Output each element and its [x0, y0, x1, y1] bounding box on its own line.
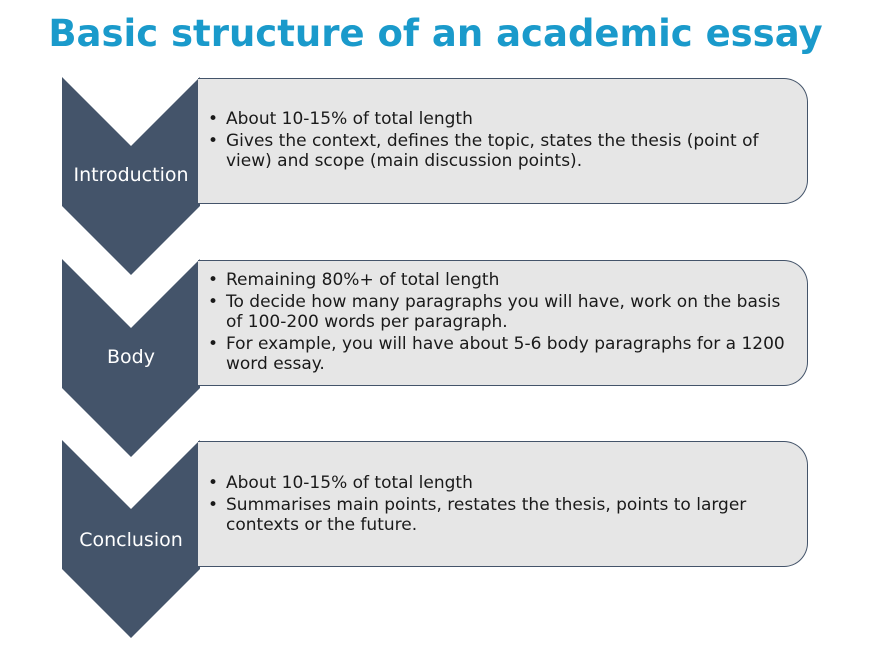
chevron-body: [62, 259, 200, 457]
list-item: • Summarises main points, restates the thesis, points to larger contexts or the future.: [208, 495, 747, 535]
bullet-list: [208, 473, 791, 537]
list-item: • For example, you will have about 5-6 body paragraphs for a 1200 word essay.: [208, 334, 785, 374]
section-label-introduction: Introduction: [73, 164, 189, 186]
bullet-list: [208, 270, 791, 376]
bullet-icon: •: [208, 334, 219, 354]
list-item: • About 10-15% of total length: [208, 109, 473, 129]
section-box-introduction: [198, 78, 808, 204]
section-label-body: Body: [107, 346, 155, 368]
bullet-icon: •: [208, 109, 219, 129]
section-label-conclusion: Conclusion: [79, 529, 183, 551]
list-item: • Gives the context, defines the topic, states the thesis (point of view) and scope (main discussion points).: [208, 131, 759, 171]
list-item: • Remaining 80%+ of total length: [208, 270, 500, 290]
bullet-icon: •: [208, 495, 219, 515]
bullet-icon: •: [208, 473, 219, 493]
bullet-icon: •: [208, 292, 219, 312]
chevron-conclusion: [62, 440, 200, 638]
list-item: • About 10-15% of total length: [208, 473, 473, 493]
list-item: • To decide how many paragraphs you will have, work on the basis of 100-200 words per paragraph.: [208, 292, 781, 332]
page-title: Basic structure of an academic essay: [48, 12, 823, 55]
section-box-body: [198, 260, 808, 386]
section-box-conclusion: [198, 441, 808, 567]
bullet-icon: •: [208, 270, 219, 290]
bullet-icon: •: [208, 131, 219, 151]
chevron-introduction: [62, 77, 200, 275]
bullet-list: [208, 109, 791, 173]
